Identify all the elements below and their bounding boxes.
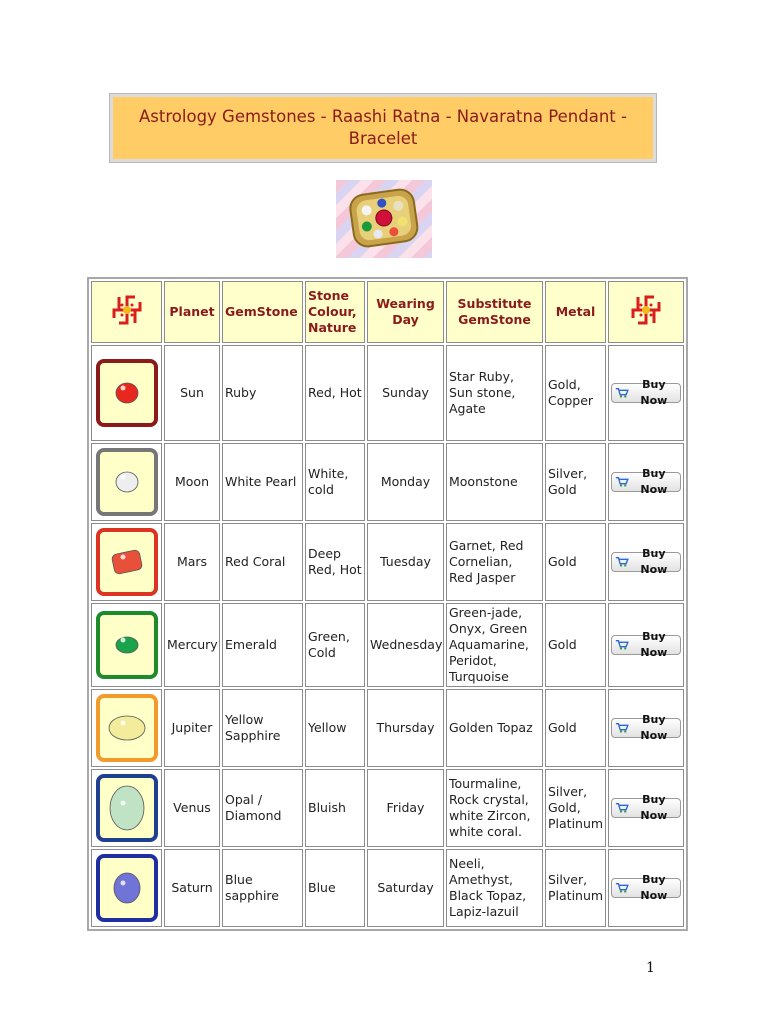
planet-cell: Saturn: [164, 849, 220, 927]
buy-now-label: Buy Now: [640, 712, 668, 742]
gem-frame: [96, 774, 158, 842]
gemstone-cell: Yellow Sapphire: [222, 689, 303, 767]
header-stone-colour: Stone Colour, Nature: [305, 281, 365, 343]
buy-now-button[interactable]: [611, 546, 681, 576]
metal-cell: Silver, Gold, Platinum: [545, 769, 606, 847]
wearing-day-cell: Tuesday: [367, 523, 444, 601]
gem-frame: [96, 611, 158, 679]
substitute-gemstone-cell: Golden Topaz: [446, 689, 543, 767]
swastika-icon: [629, 293, 663, 327]
substitute-gemstone-cell: Moonstone: [446, 443, 543, 521]
wearing-day-cell: Saturday: [367, 849, 444, 927]
header-metal: Metal: [545, 281, 606, 343]
buy-now-button[interactable]: [611, 466, 681, 496]
buy-cell: [608, 523, 684, 601]
buy-cell: [608, 603, 684, 687]
pearl-gem-icon: [102, 454, 152, 510]
cart-icon: [615, 555, 629, 568]
table-row: [91, 345, 684, 441]
cart-icon: [615, 881, 629, 894]
buy-now-button[interactable]: [611, 629, 681, 659]
title-banner: [110, 94, 656, 162]
table-header-row: [91, 281, 684, 343]
page-number: 1: [646, 960, 655, 976]
yellow-sapphire-gem-icon: [102, 700, 152, 756]
buy-now-button[interactable]: [611, 377, 681, 407]
planet-cell: Jupiter: [164, 689, 220, 767]
gem-frame: [96, 528, 158, 596]
page-title: Astrology Gemstones - Raashi Ratna - Navaratna Pendant - Bracelet: [139, 107, 627, 148]
gem-frame: [96, 854, 158, 922]
table-row: [91, 603, 684, 687]
ruby-gem-icon: [102, 365, 152, 421]
header-substitute-gemstone: Substitute GemStone: [446, 281, 543, 343]
gemstone-cell: Blue sapphire: [222, 849, 303, 927]
emerald-gem-icon: [102, 617, 152, 673]
planet-cell: Mercury: [164, 603, 220, 687]
wearing-day-cell: Monday: [367, 443, 444, 521]
header-gemstone: GemStone: [222, 281, 303, 343]
stone-colour-cell: Deep Red, Hot: [305, 523, 365, 601]
stone-colour-cell: Green, Cold: [305, 603, 365, 687]
substitute-gemstone-cell: Star Ruby, Sun stone, Agate: [446, 345, 543, 441]
swastika-icon: [110, 293, 144, 327]
substitute-gemstone-cell: Tourmaline, Rock crystal, white Zircon, white coral.: [446, 769, 543, 847]
gemstone-cell: Emerald: [222, 603, 303, 687]
planet-cell: Venus: [164, 769, 220, 847]
gemstone-cell: Ruby: [222, 345, 303, 441]
buy-now-button[interactable]: [611, 792, 681, 822]
planet-cell: Moon: [164, 443, 220, 521]
stone-colour-cell: Yellow: [305, 689, 365, 767]
gem-image-cell: [91, 769, 162, 847]
buy-cell: [608, 689, 684, 767]
planet-cell: Mars: [164, 523, 220, 601]
stone-colour-cell: Red, Hot: [305, 345, 365, 441]
cart-icon: [615, 638, 629, 651]
gem-image-cell: [91, 443, 162, 521]
table-row: [91, 689, 684, 767]
gemstone-cell: Red Coral: [222, 523, 303, 601]
gem-frame: [96, 448, 158, 516]
gemstone-cell: White Pearl: [222, 443, 303, 521]
header-wearing-day: Wearing Day: [367, 281, 444, 343]
gemstone-cell: Opal / Diamond: [222, 769, 303, 847]
substitute-gemstone-cell: Neeli, Amethyst, Black Topaz, Lapiz-lazuil: [446, 849, 543, 927]
buy-cell: [608, 769, 684, 847]
header-planet: Planet: [164, 281, 220, 343]
buy-cell: [608, 443, 684, 521]
wearing-day-cell: Sunday: [367, 345, 444, 441]
stone-colour-cell: White, cold: [305, 443, 365, 521]
buy-now-label: Buy Now: [640, 377, 668, 407]
wearing-day-cell: Wednesday: [367, 603, 444, 687]
table-row: [91, 523, 684, 601]
planet-cell: Sun: [164, 345, 220, 441]
stone-colour-cell: Bluish: [305, 769, 365, 847]
metal-cell: Gold: [545, 689, 606, 767]
header-swastika-left: [91, 281, 162, 343]
wearing-day-cell: Thursday: [367, 689, 444, 767]
buy-cell: [608, 345, 684, 441]
metal-cell: Gold: [545, 603, 606, 687]
coral-gem-icon: [102, 534, 152, 590]
buy-now-button[interactable]: [611, 872, 681, 902]
gem-frame: [96, 694, 158, 762]
gem-image-cell: [91, 603, 162, 687]
blue-sapphire-gem-icon: [102, 860, 152, 916]
metal-cell: Gold, Copper: [545, 345, 606, 441]
buy-now-label: Buy Now: [640, 629, 668, 659]
cart-icon: [615, 801, 629, 814]
wearing-day-cell: Friday: [367, 769, 444, 847]
table-row: [91, 769, 684, 847]
table-row: [91, 443, 684, 521]
table-row: [91, 849, 684, 927]
navaratna-pendant-image: [336, 180, 432, 258]
substitute-gemstone-cell: Green-jade, Onyx, Green Aquamarine, Peridot, Turquoise: [446, 603, 543, 687]
substitute-gemstone-cell: Garnet, Red Cornelian, Red Jasper: [446, 523, 543, 601]
buy-now-label: Buy Now: [640, 546, 668, 576]
stone-colour-cell: Blue: [305, 849, 365, 927]
buy-cell: [608, 849, 684, 927]
cart-icon: [615, 721, 629, 734]
gemstone-table: [87, 277, 688, 931]
gem-frame: [96, 359, 158, 427]
gem-image-cell: [91, 689, 162, 767]
opal-gem-icon: [102, 780, 152, 836]
buy-now-label: Buy Now: [640, 466, 668, 496]
metal-cell: Silver, Gold: [545, 443, 606, 521]
metal-cell: Silver, Platinum: [545, 849, 606, 927]
buy-now-label: Buy Now: [640, 872, 668, 902]
header-swastika-right: [608, 281, 684, 343]
cart-icon: [615, 386, 629, 399]
cart-icon: [615, 475, 629, 488]
buy-now-button[interactable]: [611, 712, 681, 742]
metal-cell: Gold: [545, 523, 606, 601]
gem-image-cell: [91, 345, 162, 441]
gem-image-cell: [91, 523, 162, 601]
buy-now-label: Buy Now: [640, 792, 668, 822]
gem-image-cell: [91, 849, 162, 927]
